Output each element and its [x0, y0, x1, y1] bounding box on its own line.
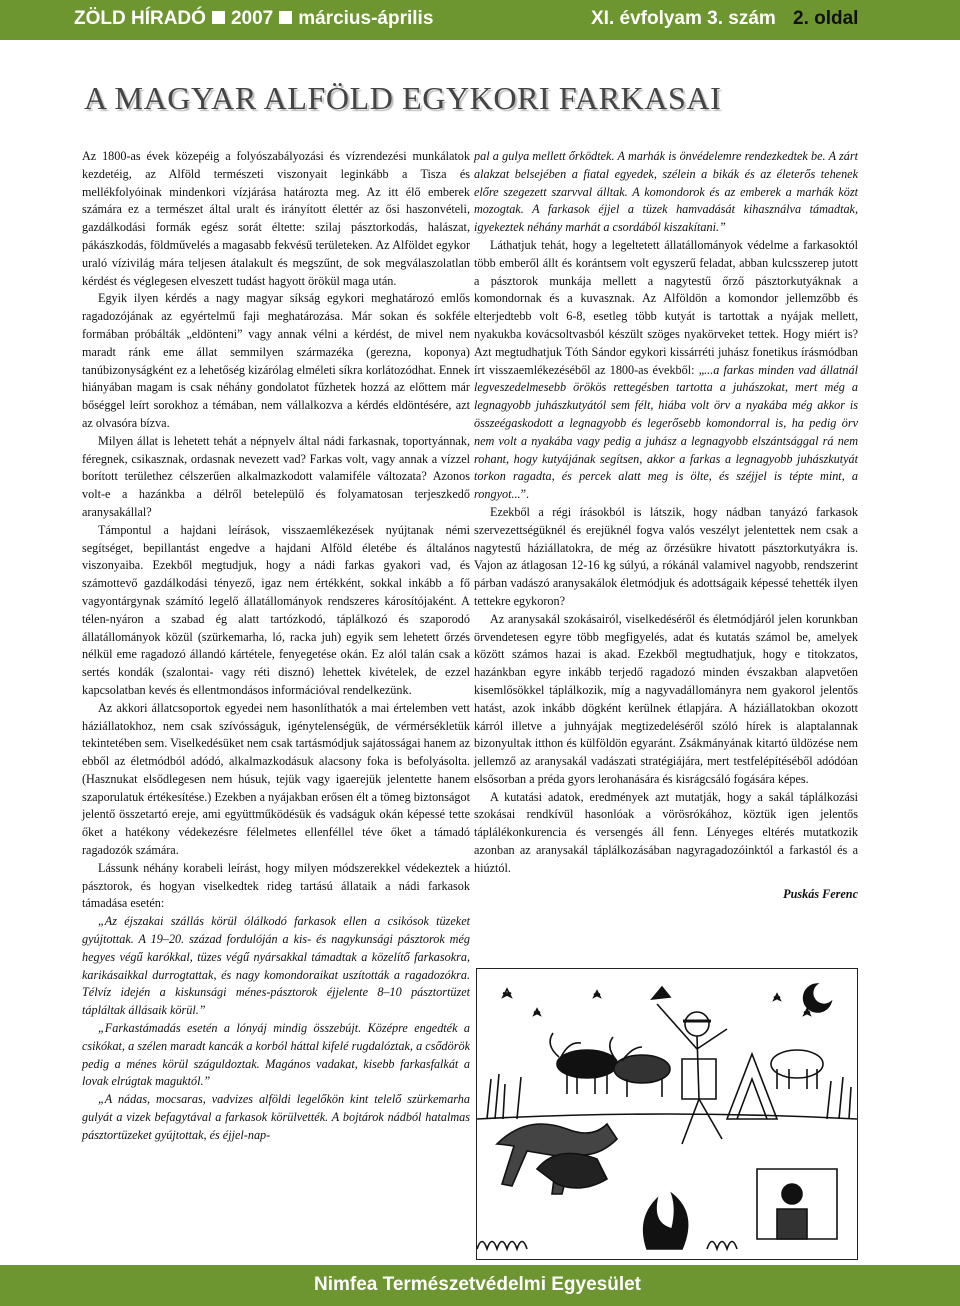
- header-bar: [0, 0, 960, 40]
- quote-paragraph: „Farkastámadás esetén a lónyáj mindig összebújt. Középre engedték a csikókat, a szélen maradt kancák a korból háttal kifelé rugdalóztak, a csődörök pedig a ménes körül száguldoztak. Magános vadakat, kisebb farkasfalkát a lovak elrúgtak maguktól.”: [82, 1021, 470, 1089]
- inline-quote: ...a farkas minden vad állatnál legveszedelmesebb örökös rettegésben tartotta a juhászokat, mert még a legnagyobb juhászkutyától sem félt, hiába volt örv a nyakába még akkor is összeégaskodott a legnagyobb és legerősebb komondorral is, ha pedig örv nem volt a nyakába vagy pedig a juhász a legnagyobb elszántsággal rá nem rohant, hogy kutyájának segítsen, akkor a farkas a legnagyobb juhászkutyát torkon ragadta, és percek alatt meg is ölte, és széjjel is tépte mint, a rongyot...: [474, 362, 858, 502]
- organization-name: Nimfea Természetvédelmi Egyesület: [314, 1274, 642, 1295]
- square-bullet-icon: [212, 11, 225, 24]
- paragraph: Lássunk néhány korabeli leírást, hogy milyen módszerekkel védekeztek a pásztorok, és hogyan viselkedtek rideg tartású állataik a nádi farkasok támadása esetén:: [82, 860, 470, 911]
- author-signature: Puskás Ferenc: [783, 886, 858, 901]
- paragraph: Támpontul a hajdani leírások, visszaemlékezések nyújtanak némi segítséget, bepillantást engedve a hajdani Alföld életébe és általános viszonyaiba. Ezekből megtudjuk, hogy a nádi farkas gyakori vad, és számottevő gazdálkodási tényező, igaz nem értékként, sokkal inkább a fő vagyontárgynak számító legelő állatállományok rendszeres károsítójaként. A télen-nyáron a szabad ég alatt tartózkodó, táplálkozó és szaporodó állatállományok közül (szürkemarha, ló, racka juh) egyik sem lehetett őrzés nélkül eme ragadozó állandó kártétele, fenyegetése okán. Ez alól talán csak a sertés kondák (szalontai- vagy réti disznó) lehettek kivételek, de ezzel kapcsolatban kevés és ellentmondásos információval rendelkezünk.: [82, 522, 470, 697]
- article-title: A MAGYAR ALFÖLD EGYKORI FARKASAI: [84, 80, 722, 116]
- paragraph: Ezekből a régi írásokból is látszik, hogy nádban tanyázó farkasok szervezettségüknél és erejüknél fogva valós veszélyt jelentettek nem csak a nagytestű háziállatokra, de még az őrzésükre hivatott pásztorkutyákra is. Vajon az átlagosan 12-16 kg súlyú, a rókánál valamivel nagyobb, rendszerint párban vadászó aranysakálok életmódjuk és adottságaik képessé tehették ilyen tettekre egykoron?: [474, 504, 858, 608]
- paragraph-text: Láthatjuk tehát, hogy a legeltetett állatállományok védelme a farkasoktól több emberől állt és korántsem volt egyszerű feladat, abban kulcsszerep jutott a pásztorok munkája mellett a nagytestű őrző pásztorkutyáknak a komondornak és a kuvasznak. Az Alföldön a komondor jellemzőbb és elterjedtebb volt 6-8, esetleg több kutyát is tartottak a nyájak mellett, nyakukba kovácsoltvasból készült szöges nyakörveket tettek. Hogy miért is? Azt megtudhatjuk Tóth Sándor egykori kissárréti juhász fonetikus írásmódban írt visszaemlékezéséből az 1800-as évekből: „: [474, 237, 858, 377]
- quote-paragraph: „Az éjszakai szállás körül ólálkodó farkasok ellen a csikósok tüzeket gyújtottak. A 19–20. század fordulóján a kis- és nagykunsági pásztorok még hegyes végű karókkal, tüzes végű nyársakkal támadtak a közelítő farkasokra, karikásaikkal durrogtattak, és nagy komondoraikat uszították a ragadozókra. Télvíz idején a kiskunsági ménes-pásztorok éjjelente 8–10 pásztortüzet tápláltak állásaik körül.”: [82, 914, 470, 1018]
- left-column: [82, 148, 470, 1145]
- right-column: [474, 148, 858, 903]
- volume-label: XI. évfolyam 3. szám: [591, 8, 776, 29]
- paragraph: A kutatási adatok, eredmények azt mutatják, hogy a sakál táplálkozási szokásai rendkívül hasonlóak a vörösrókához, köztük igen jelentős táplálékonkurencia és versengés áll fenn. Lényeges eltérés mutatkozik azonban az aranysakál táplálkozásában nagyragadozóinktól a farkastól és a hiúztól.: [474, 789, 858, 875]
- quote-continuation: pal a gulya mellett őrködtek. A marhák is önvédelemre rendezkedtek be. A zárt alakzat belsejében a fiatal egyedek, szélein a bikák és az életerős tehenek előre szegezett szarvval álltak. A komondorok és az emberek a marhák közt mozogtak. A farkasok éjjel a tüzek hamvadását kihasználva támadtak, igyekeztek néhány marhát a csordából kiszakítani.”: [474, 149, 858, 235]
- footer-bar: [0, 1265, 960, 1306]
- paragraph: Az akkori állatcsoportok egyedei nem hasonlíthatók a mai értelemben vett háziállatokhoz, nem csak szívósságuk, igénytelenségük, de vérmérsékletük tekintetében sem. Viselkedésüket nem csak tartásmódjuk sajátosságai hanem az ebből az életmódból adódó, alkalmazkodásuk alacsony foka is befolyásolta. (Hasznukat elsődlegesen nem húsuk, tejük vagy igaerejük jelentette hanem szaporulatuk értékesítése.) Ezekben a nyájakban erősen élt a tömeg biztonságot jelentő összetartó ereje, ami együttműködésük és vadságuk okán képessé tette őket a hatékony védekezésre félelmetes ellenféllel téve őket a támadó ragadozók számára.: [82, 700, 470, 858]
- page-number: 2. oldal: [793, 8, 859, 29]
- paragraph: Milyen állat is lehetett tehát a népnyelv által nádi farkasnak, toportyánnak, féregnek, csikasznak, ordasnak nevezett vad? Farkas volt, vagy annak a vízzel borított területhez célszerűen alkalmazkodott valamiféle változata? Azonos volt-e a hazánkba a délről betelepülő és folyamatosan terjeszkedő aranysakállal?: [82, 433, 470, 519]
- quote-close: ”.: [520, 487, 530, 502]
- woodcut-shepherd-wolf-icon: [477, 969, 857, 1259]
- paragraph: Az 1800-as évek közepéig a folyószabályozási és vízrendezési munkálatok kezdetéig, az Alföld természeti viszonyait leginkább a Tisza és mellékfolyóinak mindenkori vízjárása határozta meg. Az itt élő emberek számára ez a természet által uralt és irányított élettér az ősi haszonvételi, gazdálkodási formák egész sorát éltette: szilaj pásztorkodás, halászat, pákászkodás, földművelés a magasabb fekvésű területeken. Az Alföldet egykor uraló vízivilág mára teljesen átalakult és megszűnt, de sok megválaszolatlan kérdést és véglegesen elveszett tudást hagyott örökül maga után.: [82, 149, 470, 288]
- quote-paragraph: „A nádas, mocsaras, vadvizes alföldi legelőkön kint telelő szürkemarha gulyát a vizek befagytával a farkasok körülvették. A bojtárok nádból hatalmas pásztortüzeket gyújtottak, és éjjel-nap-: [82, 1092, 470, 1142]
- paragraph: [474, 237, 858, 504]
- paragraph: Egyik ilyen kérdés a nagy magyar síkság egykori meghatározó emlős ragadozójának az egyértelmű faji meghatározása. Már sokan és sokféle formában próbálták „eldönteni” vagy annak vélni a kérdést, de mivel nem maradt ránk eme állat semmilyen származéka (gerezna, koponya) tanúbizonyságként ez a lehetőség kizárólag elméleti síkra korlátozódhat. Ennek hiányában magam is csak néhány gondolatot fűzhetek hozzá az előttem már bőséggel leírt sorokhoz a témában, nem vállalkozva a kérdés eldöntésére, azt az olvasóra bízva.: [82, 291, 470, 430]
- paragraph: Az aranysakál szokásairól, viselkedéséről és életmódjáról jelen korunkban örvendetesen egyre több megfigyelés, adat és kutatás számol be, amelyek között számos hazai is akad. Ezekből megtudhatjuk, hogy e titokzatos, hazánkban egyre inkább terjedő ragadozó minden évszakban alapvetően kisemlősökkel táplálkozik, míg a nagyvadállományra nem gyakorol jelentős hatást, azok inkább dögként kerülnek étlapjára. A háziállatokban okozott kárról illetve a juhnyájak megtizedeléséről szóló hírek is alaptalannak bizonyultak itthon és külföldön egyaránt. Zsákmányának kitartó üldözése nem jellemző az aranysakál vadászati stratégiájára, mert testfelépítéséből adódóan elsősorban a préda gyors lerohanására és kisrágcsáló fogására képes.: [474, 611, 858, 786]
- woodcut-illustration: [476, 968, 858, 1260]
- square-bullet-icon: [279, 11, 292, 24]
- newsletter-title: ZÖLD HÍRADÓ 2007 március-április: [74, 8, 434, 29]
